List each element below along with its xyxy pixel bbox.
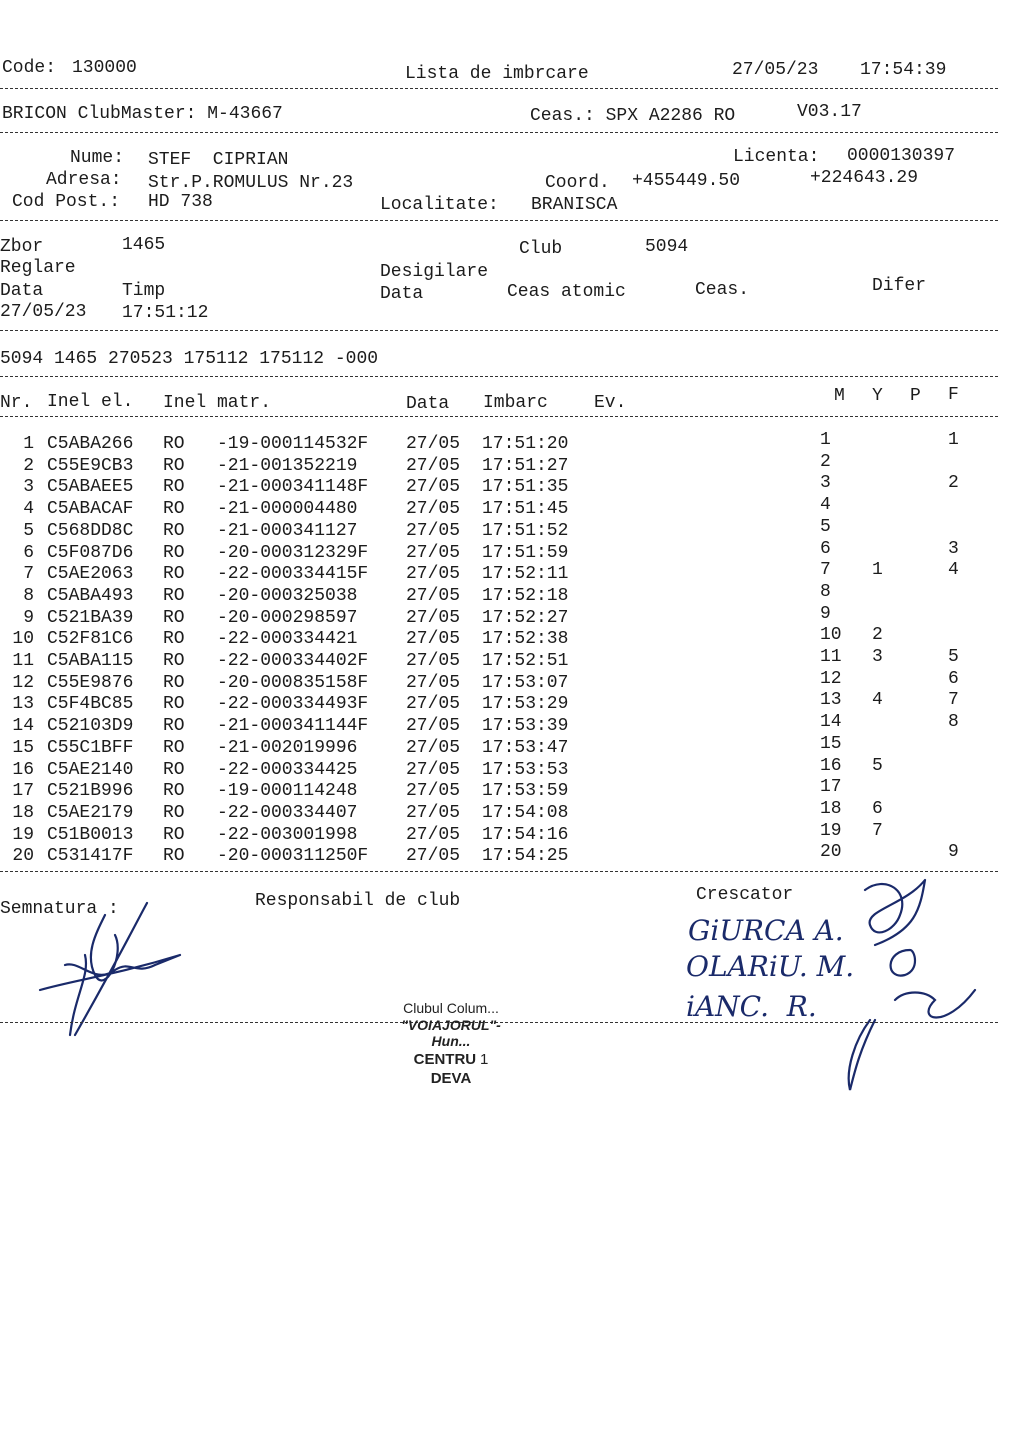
cell-cc: RO: [163, 737, 185, 758]
cell-cc: RO: [163, 564, 185, 585]
club-label: Club: [519, 239, 563, 259]
cell-cc: RO: [163, 846, 185, 867]
cell-el: C5ABACAF: [47, 499, 134, 520]
cell-y: 4: [872, 690, 883, 711]
cell-matr: -21-000341144F: [217, 716, 369, 737]
owner-address: Str.P.ROMULUS Nr.23: [148, 173, 354, 193]
table-row: [0, 625, 1000, 650]
difer-label: Difer: [872, 276, 927, 296]
club-stamp: [386, 1000, 516, 1087]
cell-data: 27/05: [406, 651, 461, 671]
cell-time: 17:53:39: [482, 716, 569, 737]
cell-matr: -21-000341148F: [217, 477, 369, 498]
coord-lat: +455449.50: [632, 171, 741, 191]
cell-el: C5ABA493: [47, 585, 134, 606]
cell-y: 3: [872, 647, 883, 667]
club-value: 5094: [645, 237, 689, 257]
data-label: Data: [0, 281, 44, 301]
cell-cc: RO: [163, 781, 185, 802]
cell-f: 9: [948, 842, 959, 863]
timp-label: Timp: [122, 281, 166, 301]
cell-m: 18: [820, 798, 842, 819]
cell-cc: RO: [163, 499, 185, 520]
cell-el: C5ABA115: [47, 651, 134, 671]
cell-matr: -20-000312329F: [217, 542, 369, 563]
reglare-label: Reglare: [0, 258, 76, 278]
cell-time: 17:54:16: [482, 824, 569, 845]
coord-label: Coord.: [545, 173, 610, 193]
stamp-line-3: CENTRU: [413, 1051, 477, 1068]
cell-nr: 4: [23, 499, 34, 520]
cell-m: 6: [820, 538, 831, 559]
cell-time: 17:52:38: [482, 629, 569, 650]
cell-nr: 2: [23, 455, 34, 476]
cell-el: C52103D9: [47, 716, 134, 737]
col-y: Y: [872, 386, 883, 406]
table-row: [0, 430, 1000, 455]
col-data: Data: [406, 394, 450, 414]
cell-data: 27/05: [406, 520, 461, 541]
licenta-label: Licenta:: [733, 147, 820, 167]
owner-name: STEF CIPRIAN: [148, 150, 289, 170]
localitate-value: BRANISCA: [531, 195, 618, 215]
cell-cc: RO: [163, 477, 185, 498]
flight-code-line: 5094 1465 270523 175112 175112 -000: [0, 349, 379, 369]
cell-data: 27/05: [406, 477, 461, 498]
cell-cc: RO: [163, 672, 185, 693]
cell-m: 20: [820, 842, 842, 863]
col-p: P: [910, 386, 921, 406]
cell-m: 13: [820, 690, 842, 711]
adresa-label: Adresa:: [46, 170, 122, 190]
table-row: [0, 451, 1000, 477]
cell-time: 17:54:08: [482, 802, 569, 823]
divider: [0, 376, 998, 377]
table-row: [0, 755, 1000, 781]
cell-cc: RO: [163, 824, 185, 845]
cell-time: 17:52:51: [482, 651, 569, 671]
cell-nr: 1: [23, 434, 34, 454]
cell-nr: 18: [12, 802, 34, 823]
col-f: F: [948, 385, 959, 405]
cell-el: C55E9CB3: [47, 455, 134, 476]
cell-el: C5AE2140: [47, 759, 134, 780]
col-inel-el: Inel el.: [47, 392, 134, 412]
code-value: 130000: [72, 58, 137, 78]
col-inel-matr: Inel matr.: [163, 393, 272, 413]
cell-el: C55C1BFF: [47, 737, 134, 758]
cell-cc: RO: [163, 716, 185, 737]
cell-m: 5: [820, 516, 831, 537]
cell-time: 17:53:07: [482, 672, 569, 693]
cell-cc: RO: [163, 802, 185, 823]
cell-data: 27/05: [406, 629, 461, 650]
cell-f: 3: [948, 538, 959, 559]
cell-matr: -22-000334402F: [217, 651, 369, 671]
cell-m: 19: [820, 820, 842, 841]
cell-nr: 5: [23, 520, 34, 541]
stamp-line-1: Clubul Colum...: [403, 1000, 499, 1016]
desigilare-label: Desigilare: [380, 262, 489, 282]
cell-matr: -20-000311250F: [217, 846, 369, 867]
header-date: 27/05/23: [732, 60, 819, 80]
cell-f: 6: [948, 668, 959, 689]
cell-time: 17:53:59: [482, 781, 569, 802]
col-nr: Nr.: [0, 393, 33, 413]
cell-matr: -21-002019996: [217, 737, 358, 758]
cell-m: 9: [820, 603, 831, 624]
cell-f: 5: [948, 647, 959, 667]
col-m: M: [834, 386, 845, 406]
table-row: [0, 647, 1000, 672]
cell-data: 27/05: [406, 564, 461, 585]
table-row: [0, 560, 1000, 585]
cell-el: C5AE2179: [47, 802, 134, 823]
cell-cc: RO: [163, 455, 185, 476]
cell-data: 27/05: [406, 716, 461, 737]
cell-nr: 17: [12, 781, 34, 802]
stamp-line-2: "VOIAJORUL"-Hun...: [401, 1017, 501, 1049]
zbor-label: Zbor: [0, 237, 44, 257]
firmware-version: V03.17: [797, 102, 862, 122]
divider: [0, 416, 998, 417]
cell-m: 4: [820, 495, 831, 516]
cell-el: C5ABAEE5: [47, 477, 134, 498]
table-row: [0, 516, 1000, 542]
table-row: [0, 777, 1000, 802]
table-row: [0, 842, 1000, 867]
cell-data: 27/05: [406, 607, 461, 628]
cell-data: 27/05: [406, 499, 461, 520]
codpost-label: Cod Post.:: [12, 192, 121, 212]
table-row: [0, 473, 1000, 498]
cell-f: 8: [948, 712, 959, 733]
header-time: 17:54:39: [860, 60, 947, 80]
cell-el: C521B996: [47, 781, 134, 802]
cell-data: 27/05: [406, 585, 461, 606]
cell-matr: -21-000341127: [217, 520, 358, 541]
col-ev: Ev.: [594, 393, 627, 413]
cell-el: C51B0013: [47, 824, 134, 845]
table-row: [0, 712, 1000, 737]
cell-cc: RO: [163, 759, 185, 780]
cell-time: 17:51:59: [482, 542, 569, 563]
table-row: [0, 798, 1000, 824]
table-row: [0, 495, 1000, 520]
cell-y: 6: [872, 798, 883, 819]
cell-m: 7: [820, 560, 831, 581]
cell-data: 27/05: [406, 802, 461, 823]
cell-el: C5ABA266: [47, 434, 134, 454]
cell-data: 27/05: [406, 824, 461, 845]
cell-time: 17:53:53: [482, 759, 569, 780]
handwritten-name-1: GiURCA A.: [688, 914, 844, 947]
cell-m: 15: [820, 733, 842, 754]
page-number: 1: [480, 1051, 489, 1068]
cell-m: 1: [820, 430, 831, 450]
cell-data: 27/05: [406, 542, 461, 563]
localitate-label: Localitate:: [380, 195, 499, 215]
nume-label: Nume:: [70, 148, 125, 168]
cell-data: 27/05: [406, 781, 461, 802]
cell-nr: 12: [12, 672, 34, 693]
cell-nr: 6: [23, 542, 34, 563]
cell-data: 27/05: [406, 759, 461, 780]
cell-nr: 8: [23, 585, 34, 606]
cell-nr: 16: [12, 759, 34, 780]
table-row: [0, 668, 1000, 694]
stamp-line-4: DEVA: [430, 1070, 472, 1087]
cell-nr: 3: [23, 477, 34, 498]
desigilare-data-label: Data: [380, 284, 424, 304]
divider: [0, 132, 998, 133]
crescator-label: Crescator: [696, 885, 794, 905]
handwritten-name-3: iANC. R.: [686, 990, 817, 1023]
cell-matr: -20-000298597: [217, 607, 358, 628]
cell-el: C521BA39: [47, 607, 134, 628]
cell-matr: -22-000334493F: [217, 694, 369, 715]
cell-m: 8: [820, 581, 831, 602]
cell-data: 27/05: [406, 455, 461, 476]
cell-m: 16: [820, 755, 842, 776]
cell-nr: 11: [12, 651, 34, 671]
cell-nr: 14: [12, 716, 34, 737]
table-row: [0, 603, 1000, 629]
zbor-value: 1465: [122, 235, 166, 255]
cell-f: 1: [948, 430, 959, 450]
cell-m: 14: [820, 712, 842, 733]
cell-cc: RO: [163, 607, 185, 628]
cell-nr: 13: [12, 694, 34, 715]
cell-el: C531417F: [47, 846, 134, 867]
cell-f: 4: [948, 560, 959, 581]
cell-matr: -21-001352219: [217, 455, 358, 476]
ceas-label: Ceas.: [695, 280, 750, 300]
cell-cc: RO: [163, 520, 185, 541]
cell-data: 27/05: [406, 672, 461, 693]
ceas-atomic-label: Ceas atomic: [507, 282, 626, 302]
licenta-value: 0000130397: [847, 146, 956, 166]
cell-cc: RO: [163, 585, 185, 606]
codpost-value: HD 738: [148, 192, 213, 212]
cell-f: 7: [948, 690, 959, 711]
cell-m: 17: [820, 777, 842, 798]
crescator-signature: [815, 870, 990, 1100]
cell-cc: RO: [163, 434, 185, 454]
cell-nr: 9: [23, 607, 34, 628]
cell-nr: 7: [23, 564, 34, 585]
cell-time: 17:54:25: [482, 846, 569, 867]
cell-f: 2: [948, 473, 959, 494]
table-row: [0, 581, 1000, 607]
divider: [0, 330, 998, 331]
cell-y: 7: [872, 820, 883, 841]
cell-time: 17:51:27: [482, 455, 569, 476]
responsabil-label: Responsabil de club: [255, 891, 461, 911]
cell-matr: -22-000334415F: [217, 564, 369, 585]
coord-lon: +224643.29: [810, 168, 919, 188]
divider: [0, 88, 998, 89]
code-label: Code:: [2, 58, 57, 78]
table-row: [0, 733, 1000, 759]
cell-el: C52F81C6: [47, 629, 134, 650]
cell-matr: -19-000114532F: [217, 434, 369, 454]
cell-m: 12: [820, 668, 842, 689]
cell-cc: RO: [163, 542, 185, 563]
cell-data: 27/05: [406, 434, 461, 454]
cell-time: 17:51:20: [482, 434, 569, 454]
clock-id: Ceas.: SPX A2286 RO: [530, 106, 736, 126]
handwritten-name-2: OLARiU. M.: [686, 950, 855, 983]
reglare-time: 17:51:12: [122, 303, 209, 323]
cell-matr: -22-000334421: [217, 629, 358, 650]
cell-m: 3: [820, 473, 831, 494]
divider: [0, 220, 998, 221]
table-row: [0, 690, 1000, 715]
cell-matr: -20-000325038: [217, 585, 358, 606]
clubmaster-id: BRICON ClubMaster: M-43667: [2, 104, 283, 124]
cell-time: 17:53:47: [482, 737, 569, 758]
table-row: [0, 820, 1000, 846]
cell-data: 27/05: [406, 694, 461, 715]
cell-time: 17:51:52: [482, 520, 569, 541]
cell-cc: RO: [163, 629, 185, 650]
cell-data: 27/05: [406, 737, 461, 758]
stamp-centru-row: [386, 1051, 516, 1068]
reglare-date: 27/05/23: [0, 302, 87, 322]
cell-matr: -19-000114248: [217, 781, 358, 802]
cell-m: 11: [820, 647, 842, 667]
cell-el: C5AE2063: [47, 564, 134, 585]
cell-time: 17:51:45: [482, 499, 569, 520]
cell-m: 10: [820, 625, 842, 646]
cell-time: 17:53:29: [482, 694, 569, 715]
cell-data: 27/05: [406, 846, 461, 867]
cell-matr: -22-000334407: [217, 802, 358, 823]
cell-el: C568DD8C: [47, 520, 134, 541]
cell-nr: 19: [12, 824, 34, 845]
document-title: Lista de imbrcare: [405, 64, 589, 84]
cell-y: 2: [872, 625, 883, 646]
cell-nr: 10: [12, 629, 34, 650]
cell-matr: -20-000835158F: [217, 672, 369, 693]
cell-cc: RO: [163, 694, 185, 715]
cell-time: 17:51:35: [482, 477, 569, 498]
cell-time: 17:52:27: [482, 607, 569, 628]
cell-el: C5F4BC85: [47, 694, 134, 715]
semnatura-label: Semnatura :: [0, 899, 119, 919]
cell-nr: 15: [12, 737, 34, 758]
table-row: [0, 538, 1000, 564]
cell-matr: -22-000334425: [217, 759, 358, 780]
cell-matr: -22-003001998: [217, 824, 358, 845]
cell-el: C55E9876: [47, 672, 134, 693]
cell-time: 17:52:18: [482, 585, 569, 606]
cell-y: 5: [872, 755, 883, 776]
cell-el: C5F087D6: [47, 542, 134, 563]
cell-time: 17:52:11: [482, 564, 569, 585]
cell-m: 2: [820, 451, 831, 472]
col-imbarc: Imbarc: [483, 393, 548, 413]
cell-matr: -21-000004480: [217, 499, 358, 520]
cell-nr: 20: [12, 846, 34, 867]
cell-cc: RO: [163, 651, 185, 671]
cell-y: 1: [872, 560, 883, 581]
